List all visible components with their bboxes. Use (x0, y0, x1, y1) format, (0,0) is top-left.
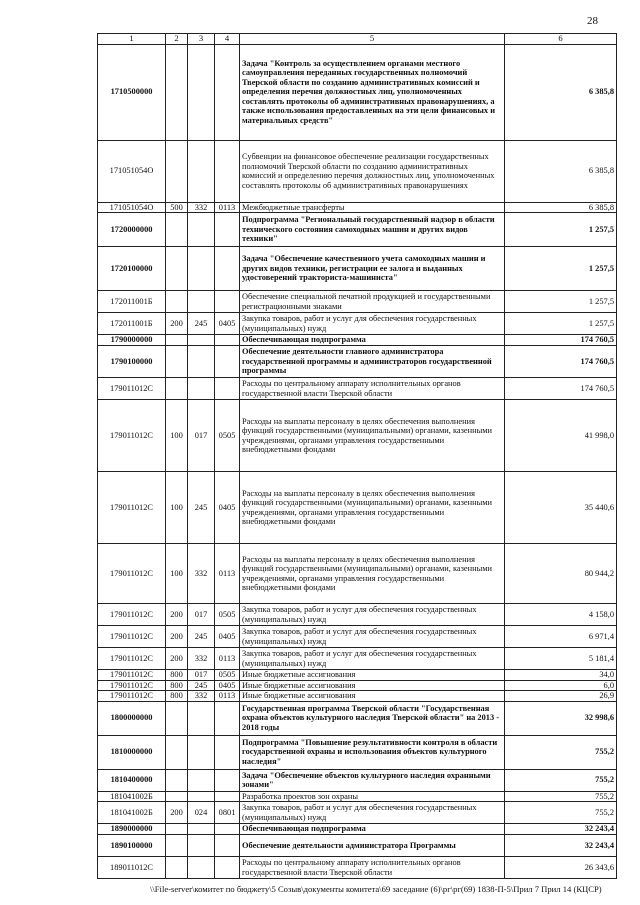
row-description-cell: Задача "Обеспечение качественного учета самоходных машин и других видов техники, регистрации ее залога и выданных удостоверений тракториста-машиниста" (240, 247, 505, 291)
row-amount-cell: 6 971,4 (505, 626, 617, 648)
row-description-cell: Расходы на выплаты персоналу в целях обеспечения выполнения функций государственными (муниципальными) органами, казенными учреждениями, органами управления государственными внебюджетными фондами (240, 472, 505, 544)
table-row (98, 791, 617, 801)
row-col3-cell: 245 (188, 472, 215, 544)
row-col2-cell (166, 335, 188, 346)
row-code-cell: 1890000000 (98, 824, 166, 835)
budget-table-container (97, 33, 616, 879)
row-col2-cell (166, 824, 188, 835)
row-description-cell: Закупка товаров, работ и услуг для обеспечения государственных (муниципальных) нужд (240, 626, 505, 648)
row-col4-cell: 0405 (215, 680, 240, 690)
row-col2-cell (166, 769, 188, 791)
row-amount-cell: 755,2 (505, 769, 617, 791)
row-amount-cell: 26 343,6 (505, 857, 617, 879)
row-code-cell: 1810400000 (98, 769, 166, 791)
row-amount-cell: 1 257,5 (505, 291, 617, 313)
row-col2-cell: 200 (166, 604, 188, 626)
row-col2-cell (166, 44, 188, 140)
row-col3-cell (188, 735, 215, 769)
table-row (98, 626, 617, 648)
table-row (98, 213, 617, 247)
table-row (98, 140, 617, 202)
row-col4-cell: 0505 (215, 400, 240, 472)
row-description-cell: Расходы на выплаты персоналу в целях обеспечения выполнения функций государственными (муниципальными) органами, казенными учреждениями, органами управления государственными внебюджетными фондами (240, 544, 505, 604)
row-col4-cell: 0113 (215, 202, 240, 212)
row-col2-cell: 100 (166, 400, 188, 472)
row-description-cell: Обеспечение специальной печатной продукцией и государственными регистрационными знаками (240, 291, 505, 313)
table-row (98, 335, 617, 346)
row-code-cell: 1790000000 (98, 335, 166, 346)
row-col2-cell (166, 791, 188, 801)
row-col3-cell (188, 824, 215, 835)
row-col2-cell: 100 (166, 472, 188, 544)
row-col2-cell (166, 857, 188, 879)
row-amount-cell: 32 243,4 (505, 835, 617, 857)
row-col3-cell: 024 (188, 802, 215, 824)
row-col4-cell (215, 769, 240, 791)
row-col4-cell: 0801 (215, 802, 240, 824)
row-col2-cell (166, 835, 188, 857)
row-amount-cell: 6 385,8 (505, 202, 617, 212)
row-amount-cell: 755,2 (505, 791, 617, 801)
header-col-3: 3 (188, 34, 215, 45)
row-col3-cell: 017 (188, 670, 215, 680)
row-code-cell: 179011012С (98, 544, 166, 604)
row-code-cell: 1710500000 (98, 44, 166, 140)
row-amount-cell: 174 760,5 (505, 346, 617, 378)
row-col4-cell (215, 701, 240, 735)
row-col4-cell (215, 335, 240, 346)
row-col4-cell (215, 824, 240, 835)
row-col3-cell (188, 701, 215, 735)
row-col3-cell (188, 247, 215, 291)
row-description-cell: Закупка товаров, работ и услуг для обеспечения государственных (муниципальных) нужд (240, 313, 505, 335)
table-row (98, 313, 617, 335)
row-description-cell: Иные бюджетные ассигнования (240, 670, 505, 680)
row-amount-cell: 755,2 (505, 735, 617, 769)
row-amount-cell: 5 181,4 (505, 648, 617, 670)
table-row (98, 378, 617, 400)
row-description-cell: Обеспечение деятельности главного администратора государственной программы и администраторов государственной программы (240, 346, 505, 378)
row-col4-cell (215, 835, 240, 857)
row-col4-cell (215, 247, 240, 291)
row-description-cell: Субвенции на финансовое обеспечение реализации государственных полномочий Тверской области по созданию административных комиссий и определению перечня должностных лиц, уполномоченных составлять протоколы об административных правонарушениях (240, 140, 505, 202)
row-amount-cell: 6,0 (505, 680, 617, 690)
row-col4-cell (215, 378, 240, 400)
table-row (98, 769, 617, 791)
table-row (98, 544, 617, 604)
row-amount-cell: 32 998,6 (505, 701, 617, 735)
row-amount-cell: 6 385,8 (505, 140, 617, 202)
row-col3-cell (188, 291, 215, 313)
row-col3-cell (188, 44, 215, 140)
page-number: 28 (587, 15, 598, 27)
row-code-cell: 179011012С (98, 648, 166, 670)
row-amount-cell: 35 440,6 (505, 472, 617, 544)
row-amount-cell: 26,9 (505, 691, 617, 701)
table-row (98, 802, 617, 824)
table-row (98, 472, 617, 544)
row-amount-cell: 1 257,5 (505, 247, 617, 291)
row-col3-cell: 332 (188, 691, 215, 701)
row-col2-cell (166, 291, 188, 313)
row-col2-cell (166, 213, 188, 247)
row-description-cell: Расходы по центральному аппарату исполнительных органов государственной власти Тверской области (240, 857, 505, 879)
row-col4-cell: 0113 (215, 691, 240, 701)
row-description-cell: Обеспечение деятельности администратора Программы (240, 835, 505, 857)
row-code-cell: 181041002Б (98, 791, 166, 801)
row-code-cell: 179011012С (98, 400, 166, 472)
row-col2-cell: 200 (166, 802, 188, 824)
row-col4-cell (215, 140, 240, 202)
row-code-cell: 1790100000 (98, 346, 166, 378)
row-col4-cell: 0505 (215, 670, 240, 680)
header-col-5: 5 (240, 34, 505, 45)
row-code-cell: 179011012С (98, 378, 166, 400)
row-description-cell: Подпрограмма "Региональный государственный надзор в области технического состояния самоходных машин и других видов техники" (240, 213, 505, 247)
row-description-cell: Иные бюджетные ассигнования (240, 680, 505, 690)
row-col2-cell: 200 (166, 648, 188, 670)
row-code-cell: 179011012С (98, 691, 166, 701)
table-header-row (98, 34, 617, 45)
row-col2-cell: 500 (166, 202, 188, 212)
row-col3-cell (188, 378, 215, 400)
row-col4-cell (215, 291, 240, 313)
row-col4-cell (215, 44, 240, 140)
row-code-cell: 179011012С (98, 604, 166, 626)
row-col2-cell: 800 (166, 670, 188, 680)
table-row (98, 291, 617, 313)
table-row (98, 400, 617, 472)
row-amount-cell: 1 257,5 (505, 313, 617, 335)
table-body (98, 44, 617, 878)
row-col2-cell (166, 701, 188, 735)
row-col3-cell: 017 (188, 604, 215, 626)
row-description-cell: Расходы на выплаты персоналу в целях обеспечения выполнения функций государственными (муниципальными) органами, казенными учреждениями, органами управления государственными внебюджетными фондами (240, 400, 505, 472)
table-row (98, 857, 617, 879)
row-code-cell: 179011012С (98, 626, 166, 648)
table-row (98, 680, 617, 690)
row-amount-cell: 174 760,5 (505, 335, 617, 346)
row-amount-cell: 34,0 (505, 670, 617, 680)
table-row (98, 824, 617, 835)
row-col3-cell: 332 (188, 202, 215, 212)
row-col4-cell: 0405 (215, 313, 240, 335)
row-code-cell: 189011012С (98, 857, 166, 879)
row-amount-cell: 1 257,5 (505, 213, 617, 247)
row-amount-cell: 6 385,8 (505, 44, 617, 140)
row-description-cell: Задача "Обеспечение объектов культурного наследия охранными зонами" (240, 769, 505, 791)
row-col4-cell (215, 346, 240, 378)
row-col3-cell: 245 (188, 680, 215, 690)
file-path-footer: \\File-server\комитет по бюджету\5 Созыв\документы комитета\69 заседание (6)\рг\рг(69) 1838-П-5\Прил 7 Прил 14 (КЦСР) (150, 884, 602, 894)
row-code-cell: 179011012С (98, 472, 166, 544)
table-row (98, 648, 617, 670)
row-col2-cell (166, 735, 188, 769)
row-col3-cell (188, 857, 215, 879)
row-col4-cell: 0113 (215, 648, 240, 670)
row-description-cell: Иные бюджетные ассигнования (240, 691, 505, 701)
row-col3-cell (188, 335, 215, 346)
row-code-cell: 179011012С (98, 670, 166, 680)
row-code-cell: 171051054О (98, 202, 166, 212)
row-col3-cell (188, 213, 215, 247)
row-amount-cell: 80 944,2 (505, 544, 617, 604)
row-code-cell: 172011001Б (98, 313, 166, 335)
row-col2-cell: 200 (166, 313, 188, 335)
table-row (98, 701, 617, 735)
budget-table (97, 33, 617, 879)
row-amount-cell: 174 760,5 (505, 378, 617, 400)
row-col4-cell (215, 857, 240, 879)
row-code-cell: 179011012С (98, 680, 166, 690)
table-row (98, 835, 617, 857)
table-row (98, 670, 617, 680)
row-col2-cell (166, 247, 188, 291)
row-code-cell: 172011001Б (98, 291, 166, 313)
row-col4-cell: 0405 (215, 626, 240, 648)
row-description-cell: Закупка товаров, работ и услуг для обеспечения государственных (муниципальных) нужд (240, 802, 505, 824)
row-code-cell: 1800000000 (98, 701, 166, 735)
row-code-cell: 171051054О (98, 140, 166, 202)
row-col4-cell (215, 791, 240, 801)
row-col4-cell (215, 213, 240, 247)
row-col3-cell: 332 (188, 648, 215, 670)
row-col4-cell: 0113 (215, 544, 240, 604)
header-col-1: 1 (98, 34, 166, 45)
row-code-cell: 181041002Б (98, 802, 166, 824)
row-col2-cell: 100 (166, 544, 188, 604)
row-code-cell: 1810000000 (98, 735, 166, 769)
row-col3-cell (188, 346, 215, 378)
row-description-cell: Закупка товаров, работ и услуг для обеспечения государственных (муниципальных) нужд (240, 604, 505, 626)
row-description-cell: Межбюджетные трансферты (240, 202, 505, 212)
row-col3-cell (188, 791, 215, 801)
row-col3-cell (188, 769, 215, 791)
row-amount-cell: 41 998,0 (505, 400, 617, 472)
header-col-6: 6 (505, 34, 617, 45)
row-description-cell: Подпрограмма "Повышение результативности контроля в области государственной охраны и использования объектов культурного наследия" (240, 735, 505, 769)
row-col3-cell (188, 835, 215, 857)
table-row (98, 691, 617, 701)
row-description-cell: Обеспечивающая подпрограмма (240, 335, 505, 346)
row-col2-cell (166, 378, 188, 400)
row-col2-cell (166, 140, 188, 202)
header-col-4: 4 (215, 34, 240, 45)
row-amount-cell: 32 243,4 (505, 824, 617, 835)
table-row (98, 44, 617, 140)
table-row (98, 346, 617, 378)
table-row (98, 735, 617, 769)
table-row (98, 202, 617, 212)
row-col4-cell: 0505 (215, 604, 240, 626)
row-amount-cell: 4 158,0 (505, 604, 617, 626)
table-row (98, 604, 617, 626)
row-col2-cell: 800 (166, 691, 188, 701)
row-col3-cell (188, 140, 215, 202)
row-col3-cell: 332 (188, 544, 215, 604)
row-description-cell: Обеспечивающая подпрограмма (240, 824, 505, 835)
row-code-cell: 1890100000 (98, 835, 166, 857)
row-col4-cell: 0405 (215, 472, 240, 544)
row-amount-cell: 755,2 (505, 802, 617, 824)
row-code-cell: 1720000000 (98, 213, 166, 247)
row-description-cell: Расходы по центральному аппарату исполнительных органов государственной власти Тверской области (240, 378, 505, 400)
row-col2-cell: 200 (166, 626, 188, 648)
row-code-cell: 1720100000 (98, 247, 166, 291)
table-row (98, 247, 617, 291)
header-col-2: 2 (166, 34, 188, 45)
row-col3-cell: 245 (188, 313, 215, 335)
row-col3-cell: 245 (188, 626, 215, 648)
row-col3-cell: 017 (188, 400, 215, 472)
row-description-cell: Задача "Контроль за осуществлением органами местного самоуправления переданных государственных полномочий Тверской области по созданию административных комиссий и определения перечня должностных лиц, уполномоченных составлять протоколы об административных правонарушениях, а также использования предоставленных на эти цели финансовых и материальных средств" (240, 44, 505, 140)
row-col2-cell: 800 (166, 680, 188, 690)
row-col4-cell (215, 735, 240, 769)
row-description-cell: Разработка проектов зон охраны (240, 791, 505, 801)
row-description-cell: Закупка товаров, работ и услуг для обеспечения государственных (муниципальных) нужд (240, 648, 505, 670)
row-col2-cell (166, 346, 188, 378)
row-description-cell: Государственная программа Тверской области "Государственная охрана объектов культурного наследия Тверской области" на 2013 - 2018 годы (240, 701, 505, 735)
